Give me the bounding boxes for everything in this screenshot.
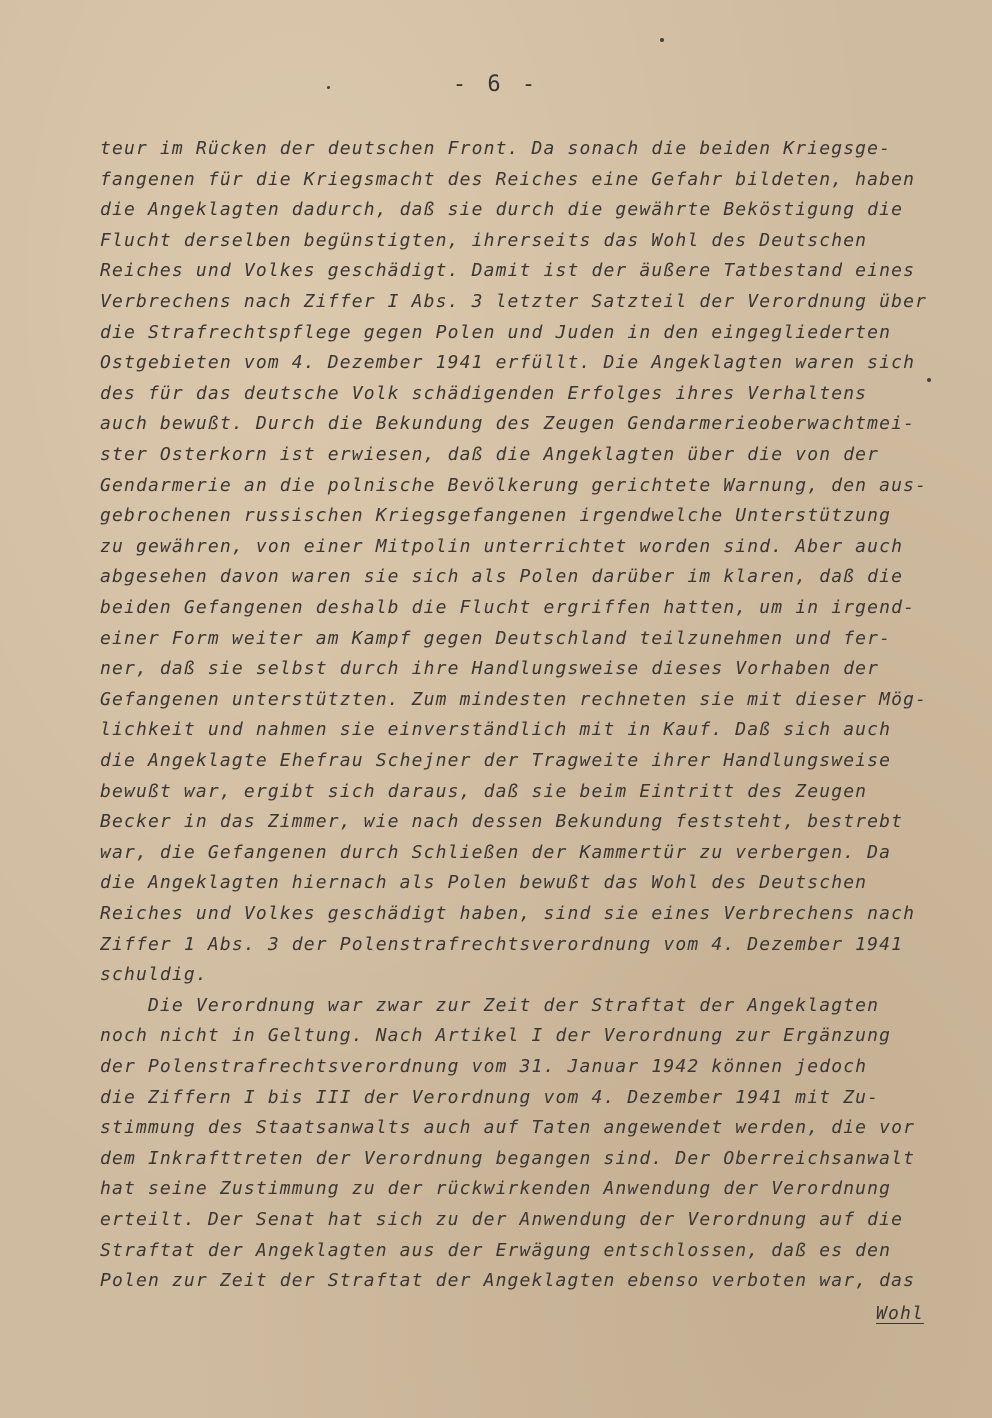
text-line: war, die Gefangenen durch Schließen der Kammertür zu verbergen. Da: [100, 841, 892, 863]
catchword: Wohl: [876, 1303, 924, 1324]
text-line: Gendarmerie an die polnische Bevölkerung gerichtete Warnung, den aus-: [100, 474, 928, 496]
text-line: hat seine Zustimmung zu der rückwirkenden Anwendung der Verordnung: [100, 1178, 892, 1200]
text-line: Ziffer 1 Abs. 3 der Polenstrafrechtsverordnung vom 4. Dezember 1941: [100, 933, 904, 955]
text-line: Gefangenen unterstützten. Zum mindesten rechneten sie mit dieser Mög-: [100, 688, 928, 710]
text-line: noch nicht in Geltung. Nach Artikel I der Verordnung zur Ergänzung: [100, 1025, 892, 1047]
text-line: lichkeit und nahmen sie einverständlich mit in Kauf. Daß sich auch: [100, 719, 892, 741]
text-line: schuldig.: [100, 964, 208, 986]
text-line: die Angeklagten hiernach als Polen bewußt das Wohl des Deutschen: [100, 872, 868, 894]
text-line: die Angeklagte Ehefrau Schejner der Tragweite ihrer Handlungsweise: [100, 750, 892, 771]
text-line: teur im Rücken der deutschen Front. Da sonach die beiden Kriegsge-: [100, 138, 892, 159]
text-line: Flucht derselben begünstigten, ihrerseits das Wohl des Deutschen: [100, 229, 868, 251]
text-line: Reiches und Volkes geschädigt haben, sind sie eines Verbrechens nach: [100, 903, 916, 924]
text-line: gebrochenen russischen Kriegsgefangenen irgendwelche Unterstützung: [100, 505, 892, 527]
text-line: beiden Gefangenen deshalb die Flucht ergriffen hatten, um in irgend-: [100, 597, 916, 618]
text-line: erteilt. Der Senat hat sich zu der Anwendung der Verordnung auf die: [100, 1209, 904, 1230]
text-line: Ostgebieten vom 4. Dezember 1941 erfüllt. Die Angeklagten waren sich: [100, 352, 916, 374]
text-line: die Angeklagten dadurch, daß sie durch die gewährte Beköstigung die: [100, 199, 904, 221]
text-line: Verbrechens nach Ziffer I Abs. 3 letzter Satzteil der Verordnung über: [100, 291, 928, 312]
text-line: ner, daß sie selbst durch ihre Handlungsweise dieses Vorhaben der: [100, 658, 880, 680]
text-line: zu gewähren, von einer Mitpolin unterrichtet worden sind. Aber auch: [100, 535, 904, 557]
text-line: ster Osterkorn ist erwiesen, daß die Angeklagten über die von der: [100, 444, 880, 465]
text-line: des für das deutsche Volk schädigenden Erfolges ihres Verhaltens: [100, 382, 868, 404]
page-number: - 6 -: [452, 72, 540, 97]
text-line: auch bewußt. Durch die Bekundung des Zeugen Gendarmerieoberwachtmei-: [100, 413, 916, 435]
text-line: Straftat der Angeklagten aus der Erwägung entschlossen, daß es den: [100, 1239, 892, 1261]
text-line: einer Form weiter am Kampf gegen Deutschland teilzunehmen und fer-: [100, 627, 892, 649]
text-line: Becker in das Zimmer, wie nach dessen Bekundung feststeht, bestrebt: [100, 811, 904, 833]
text-line: Reiches und Volkes geschädigt. Damit ist der äußere Tatbestand eines: [100, 260, 916, 282]
text-line: die Strafrechtspflege gegen Polen und Juden in den eingegliederten: [100, 321, 892, 343]
text-line: stimmung des Staatsanwalts auch auf Taten angewendet werden, die vor: [100, 1117, 916, 1139]
text-line: dem Inkrafttreten der Verordnung begangen sind. Der Oberreichsanwalt: [100, 1147, 916, 1169]
text-line: fangenen für die Kriegsmacht des Reiches eine Gefahr bildeten, haben: [100, 168, 916, 190]
ink-speck: [927, 378, 931, 382]
text-line: die Ziffern I bis III der Verordnung vom 4. Dezember 1941 mit Zu-: [100, 1086, 880, 1108]
text-line: abgesehen davon waren sie sich als Polen darüber im klaren, daß die: [100, 566, 904, 588]
text-line: Die Verordnung war zwar zur Zeit der Straftat der Angeklagten: [100, 994, 880, 1016]
text-line: der Polenstrafrechtsverordnung vom 31. Januar 1942 können jedoch: [100, 1056, 868, 1077]
text-line: bewußt war, ergibt sich daraus, daß sie beim Eintritt des Zeugen: [100, 780, 868, 802]
text-line: Polen zur Zeit der Straftat der Angeklagten ebenso verboten war, das: [100, 1270, 916, 1292]
ink-speck: [660, 38, 664, 42]
